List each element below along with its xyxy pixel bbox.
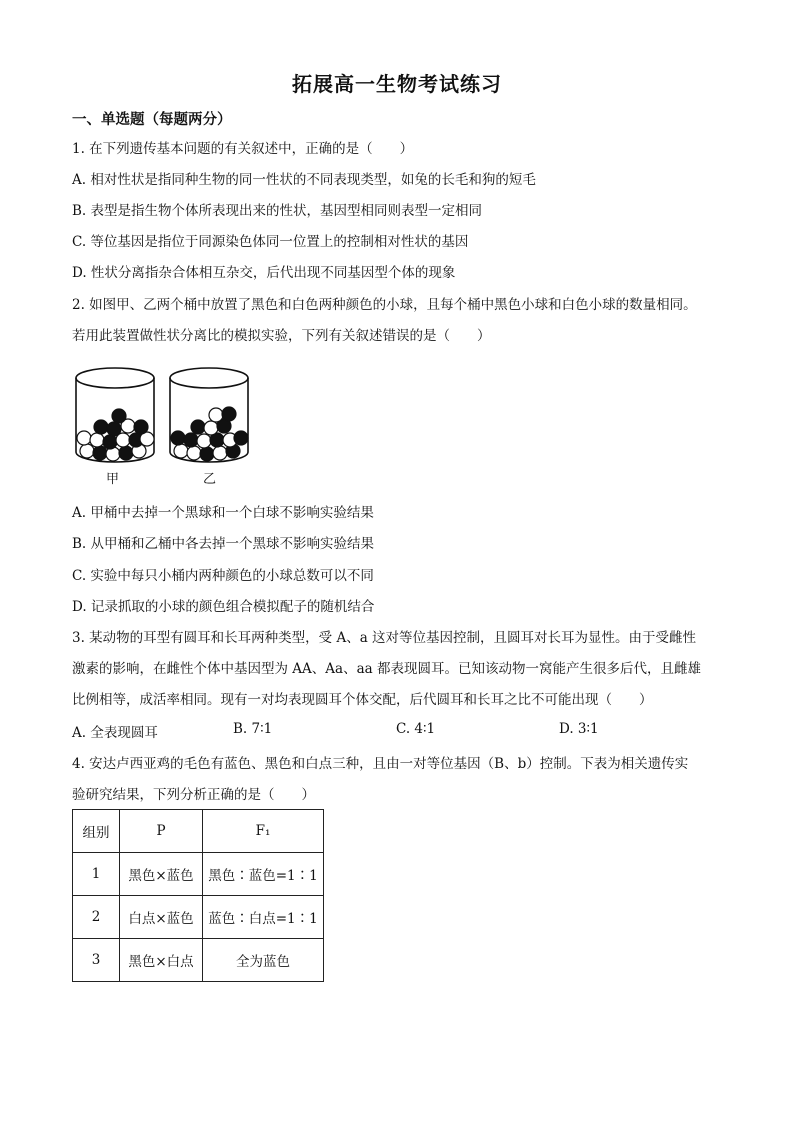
q2-option-b: B. 从甲桶和乙桶中各去掉一个黑球不影响实验结果 xyxy=(72,536,375,552)
bucket-label-jia: 甲 xyxy=(106,472,120,487)
q3-stem-line2: 激素的影响，在雌性个体中基因型为 AA、Aa、aa 都表现圆耳。已知该动物一窝能产生很多后代，且雌雄 xyxy=(72,661,701,677)
table-cell: 黑色∶蓝色=1∶1 xyxy=(203,853,324,896)
q2-option-a: A. 甲桶中去掉一个黑球和一个白球不影响实验结果 xyxy=(72,505,374,521)
q2-stem-line1: 2. 如图甲、乙两个桶中放置了黑色和白色两种颜色的小球，且每个桶中黑色小球和白色小球的数量相同。 xyxy=(72,297,697,313)
q1-option-a: A. 相对性状是指同种生物的同一性状的不同表现类型，如兔的长毛和狗的短毛 xyxy=(72,172,536,188)
table-header-cell: P xyxy=(120,810,203,853)
q1-option-b: B. 表型是指生物个体所表现出来的性状，基因型相同则表型一定相同 xyxy=(72,203,483,219)
q2-option-c: C. 实验中每只小桶内两种颜色的小球总数可以不同 xyxy=(72,568,374,584)
table-row xyxy=(73,853,324,896)
q4-stem-line1: 4. 安达卢西亚鸡的毛色有蓝色、黑色和白点三种，且由一对等位基因（B、b）控制。下表为相关遗传实 xyxy=(72,756,689,772)
table-cell: 2 xyxy=(73,896,120,939)
bucket-figure xyxy=(72,360,262,490)
table-cell: 3 xyxy=(73,939,120,982)
table-cell: 白点×蓝色 xyxy=(120,896,203,939)
q3-option-d: D. 3∶1 xyxy=(559,721,599,737)
table-cell: 黑色×蓝色 xyxy=(120,853,203,896)
bucket-yi xyxy=(170,368,248,462)
table-row xyxy=(73,939,324,982)
table-cell: 1 xyxy=(73,853,120,896)
table-header-row xyxy=(73,810,324,853)
q1-option-c: C. 等位基因是指位于同源染色体同一位置上的控制相对性状的基因 xyxy=(72,234,469,250)
q3-option-a: A. 全表现圆耳 xyxy=(72,725,158,741)
table-row xyxy=(73,896,324,939)
results-table xyxy=(72,809,324,982)
page-title: 拓展高一生物考试练习 xyxy=(292,72,502,96)
table-header-cell: F₁ xyxy=(203,810,324,853)
table-header-cell: 组别 xyxy=(73,810,120,853)
q3-option-b: B. 7∶1 xyxy=(233,721,273,737)
table-cell: 全为蓝色 xyxy=(203,939,324,982)
q4-stem-line2: 验研究结果，下列分析正确的是（ ） xyxy=(72,787,315,803)
table-cell: 蓝色∶白点=1∶1 xyxy=(203,896,324,939)
bucket-label-yi: 乙 xyxy=(203,472,217,487)
q2-stem-line2: 若用此装置做性状分离比的模拟实验，下列有关叙述错误的是（ ） xyxy=(72,328,491,344)
q1-stem: 1. 在下列遗传基本问题的有关叙述中，正确的是（ ） xyxy=(72,141,414,157)
q2-option-d: D. 记录抓取的小球的颜色组合模拟配子的随机结合 xyxy=(72,599,375,615)
q3-option-c: C. 4∶1 xyxy=(396,721,436,737)
bucket-jia xyxy=(76,368,154,462)
table-cell: 黑色×白点 xyxy=(120,939,203,982)
buckets-illustration xyxy=(72,360,262,470)
q3-stem-line1: 3. 某动物的耳型有圆耳和长耳两种类型，受 A、a 这对等位基因控制，且圆耳对长耳为显性。由于受雌性 xyxy=(72,630,697,646)
section-heading: 一、单选题（每题两分） xyxy=(72,112,232,128)
q1-option-d: D. 性状分离指杂合体相互杂交，后代出现不同基因型个体的现象 xyxy=(72,265,456,281)
q3-stem-line3: 比例相等，成活率相同。现有一对均表现圆耳个体交配，后代圆耳和长耳之比不可能出现（ ） xyxy=(72,692,653,708)
